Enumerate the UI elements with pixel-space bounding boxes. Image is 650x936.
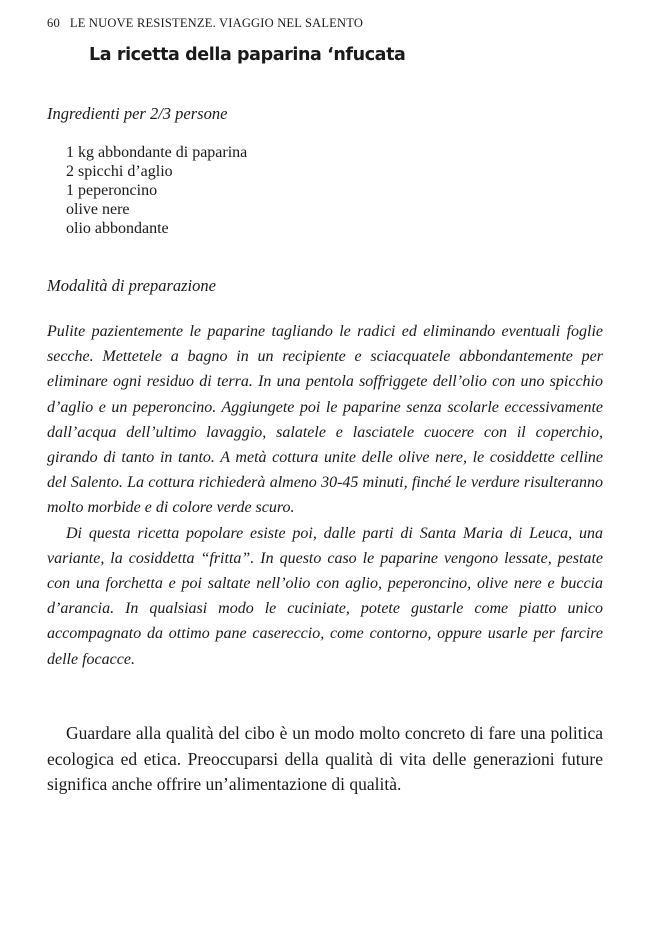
preparation-paragraph: Di questa ricetta popolare esiste poi, dalle parti di Santa Maria di Leuca, una variante, la cosiddetta “fritta”. In questo caso le paparine vengono lessate, pestate con una forchetta e poi saltate nell’olio con aglio, peperoncino, olive nere e buccia d’arancia. In qualsiasi modo le cuciniate, potete gustarle come piatto unico accompagnato da ottimo pane casereccio, come contorno, oppure usarle per farcire delle focacce. xyxy=(47,524,603,668)
page-number: 60 xyxy=(47,16,60,30)
ingredient-item: 1 peperoncino xyxy=(66,182,158,199)
ingredient-item: olio abbondante xyxy=(66,220,169,237)
ingredients-heading: Ingredienti per 2/3 persone xyxy=(47,104,228,123)
preparation-text xyxy=(47,319,603,672)
recipe-title: La ricetta della paparina ‘nfucata xyxy=(89,45,406,65)
closing-paragraph: Guardare alla qualità del cibo è un modo molto concreto di fare una politica ecologica ed etica. Preoccuparsi della qualità di vita delle generazioni future significa anche offrire un’alimentazione di qualità. xyxy=(47,723,603,794)
ingredients-list xyxy=(66,143,247,238)
preparation-heading: Modalità di preparazione xyxy=(47,276,216,295)
preparation-paragraph: Pulite pazientemente le paparine tagliando le radici ed eliminando eventuali foglie secche. Mettetele a bagno in un recipiente e sciacquatele abbondantemente per eliminare ogni residuo di terra. In una pentola soffriggete dell’olio con uno spicchio d’aglio e un peperoncino. Aggiungete poi le paparine senza scolarle eccessivamente dall’acqua dell’ultimo lavaggio, salatele e lasciatele cuocere con il coperchio, girando di tanto in tanto. A metà cottura unite delle olive nere, le cosiddette celline del Salento. La cottura richiederà almeno 30-45 minuti, finché le verdure risulteranno molto morbide e di colore verde scuro. xyxy=(47,323,603,517)
ingredient-item: 2 spicchi d’aglio xyxy=(66,163,173,180)
book-title: LE NUOVE RESISTENZE. VIAGGIO NEL SALENTO xyxy=(69,16,364,30)
ingredient-item: 1 kg abbondante di paparina xyxy=(66,144,248,161)
running-head xyxy=(47,16,363,31)
ingredient-item: olive nere xyxy=(66,201,130,218)
